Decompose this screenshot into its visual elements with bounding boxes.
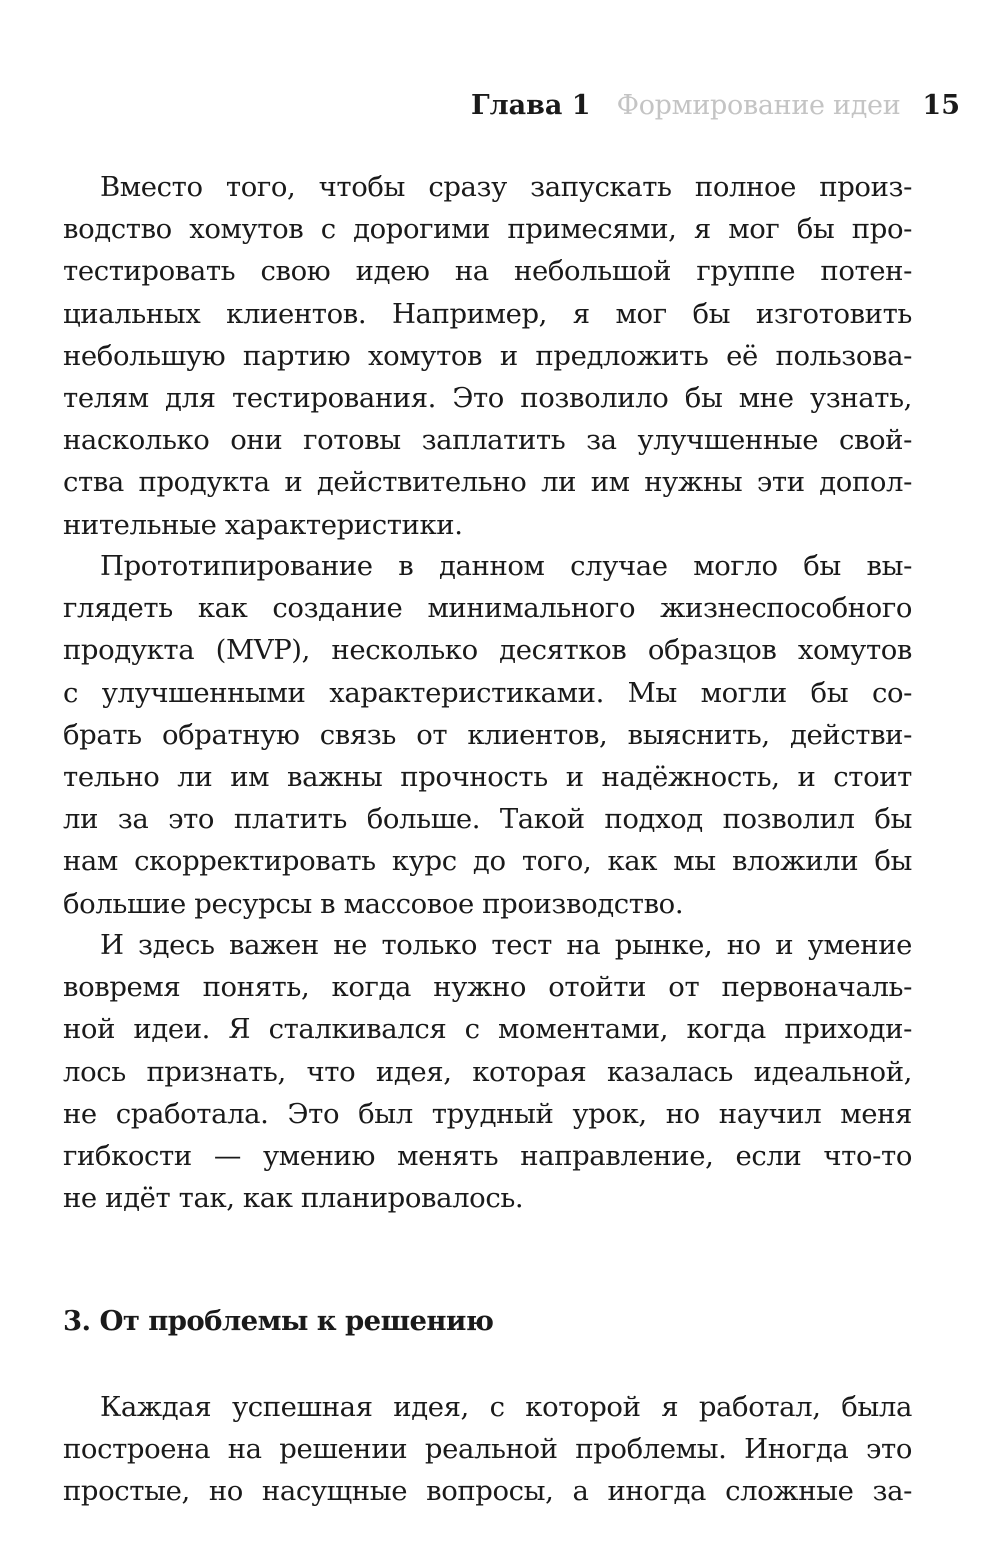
chapter-label: Глава 1: [470, 90, 591, 121]
running-head: [471, 86, 960, 126]
text-line: брать обратную связь от клиентов, выяснить, действи-: [63, 718, 912, 751]
text-line: вовремя понять, когда нужно отойти от первоначаль-: [63, 971, 912, 1004]
paragraph-3: [63, 924, 912, 1219]
text-line: Вместо того, чтобы сразу запускать полное произ-: [100, 171, 912, 203]
text-line: нительные характеристики.: [63, 508, 463, 541]
text-line: ной идеи. Я сталкивался с моментами, когда приходи-: [63, 1013, 912, 1046]
section-heading: 3. От проблемы к решению: [63, 1305, 494, 1337]
text-line: насколько они готовы заплатить за улучшенные свой-: [63, 424, 912, 457]
text-line: не сработала. Это был трудный урок, но научил меня: [63, 1097, 912, 1130]
section-paragraph: [63, 1386, 912, 1513]
paragraph-1: [63, 166, 912, 546]
text-line: большие ресурсы в массовое производство.: [63, 887, 684, 920]
paragraph-2: [63, 545, 912, 925]
text-line: гибкости — умению менять направление, если что-то: [63, 1139, 912, 1172]
text-line: Каждая успешная идея, с которой я работал, была: [100, 1391, 912, 1423]
text-line: водство хомутов с дорогими примесями, я мог бы про-: [63, 213, 912, 246]
text-line: тельно ли им важны прочность и надёжность, и стоит: [63, 760, 912, 793]
text-line: небольшую партию хомутов и предложить её пользова-: [63, 339, 912, 372]
text-line: глядеть как создание минимального жизнеспособного: [63, 592, 912, 625]
text-line: не идёт так, как планировалось.: [63, 1182, 524, 1215]
text-line: продукта (MVP), несколько десятков образцов хомутов: [63, 634, 912, 667]
text-line: И здесь важен не только тест на рынке, но и умение: [100, 929, 912, 961]
chapter-title: Формирование идеи: [616, 90, 901, 121]
text-line: простые, но насущные вопросы, а иногда сложные за-: [63, 1475, 912, 1508]
text-line: циальных клиентов. Например, я мог бы изготовить: [63, 297, 912, 330]
text-line: Прототипирование в данном случае могло бы вы-: [100, 550, 912, 582]
page-number: 15: [922, 90, 960, 121]
text-line: телям для тестирования. Это позволило бы мне узнать,: [63, 381, 912, 414]
text-line: ства продукта и действительно ли им нужны эти допол-: [63, 466, 912, 499]
text-line: с улучшенными характеристиками. Мы могли бы со-: [63, 676, 912, 709]
text-line: ли за это платить больше. Такой подход позволил бы: [63, 803, 912, 836]
text-line: построена на решении реальной проблемы. Иногда это: [63, 1433, 912, 1466]
text-line: лось признать, что идея, которая казалась идеальной,: [63, 1055, 912, 1088]
text-line: тестировать свою идею на небольшой группе потен-: [63, 255, 912, 288]
text-line: нам скорректировать курс до того, как мы вложили бы: [63, 845, 912, 878]
